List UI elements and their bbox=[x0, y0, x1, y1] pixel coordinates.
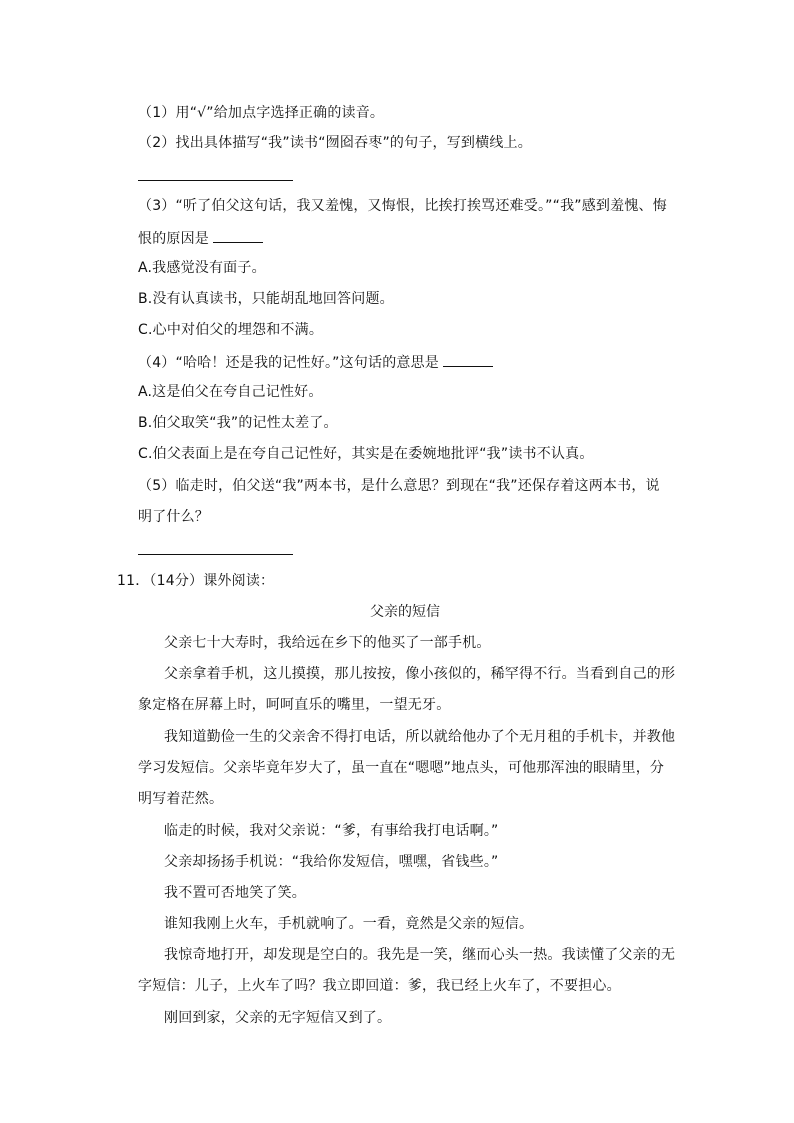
answer-blank-3 bbox=[213, 228, 263, 243]
passage-paragraph: 父亲七十大寿时，我给远在乡下的他买了一部手机。 bbox=[164, 635, 491, 651]
question-2: （2）找出具体描写“我”读书“囫囵吞枣”的句子，写到横线上。 bbox=[138, 135, 532, 151]
section-11-heading: 11．（14分）课外阅读： bbox=[117, 573, 275, 589]
question-5-line-2: 明了什么？ bbox=[138, 509, 209, 525]
passage-paragraph: 字短信：儿子，上火车了吗？我立即回道：爹，我已经上火车了，不要担心。 bbox=[138, 978, 621, 994]
question-3-line-1: （3）“听了伯父这句话，我又羞愧，又悔恨，比挨打挨骂还难受。”“我”感到羞愧、悔 bbox=[138, 198, 667, 214]
passage-paragraph: 明写着茫然。 bbox=[138, 791, 224, 807]
passage-paragraph: 学习发短信。父亲毕竟年岁大了，虽一直在“嗯嗯”地点头，可他那浑浊的眼睛里，分 bbox=[138, 760, 665, 776]
passage-paragraph: 我知道勤俭一生的父亲舍不得打电话，所以就给他办了个无月租的手机卡，并教他 bbox=[164, 729, 676, 745]
question-4-text: （4）“哈哈！还是我的记性好。”这句话的意思是 bbox=[138, 355, 440, 371]
question-4-option-c: C.伯父表面上是在夸自己记性好，其实是在委婉地批评“我”读书不认真。 bbox=[138, 446, 594, 462]
question-3-option-c: C.心中对伯父的埋怨和不满。 bbox=[138, 322, 324, 338]
passage-paragraph: 父亲拿着手机，这儿摸摸，那儿按按，像小孩似的，稀罕得不行。当看到自己的形 bbox=[164, 666, 676, 682]
question-4-option-b: B.伯父取笑“我”的记性太差了。 bbox=[138, 415, 338, 431]
question-3-option-a: A.我感觉没有面子。 bbox=[138, 260, 266, 276]
passage-paragraph: 象定格在屏幕上时，呵呵直乐的嘴里，一望无牙。 bbox=[138, 697, 451, 713]
question-3-line-2 bbox=[138, 228, 263, 248]
answer-line-5 bbox=[138, 554, 293, 555]
answer-blank-4 bbox=[443, 352, 493, 367]
passage-paragraph: 我不置可否地笑了笑。 bbox=[164, 885, 306, 901]
passage-paragraph: 父亲却扬扬手机说：“我给你发短信，嘿嘿，省钱些。” bbox=[164, 854, 499, 870]
question-4-option-a: A.这是伯父在夸自己记性好。 bbox=[138, 384, 323, 400]
passage-title: 父亲的短信 bbox=[370, 604, 440, 620]
question-3-text: 恨的原因是 bbox=[138, 231, 209, 247]
passage-paragraph: 刚回到家，父亲的无字短信又到了。 bbox=[164, 1010, 392, 1026]
question-4 bbox=[138, 352, 493, 372]
answer-line-2 bbox=[138, 180, 293, 181]
question-3-option-b: B.没有认真读书，只能胡乱地回答问题。 bbox=[138, 291, 394, 307]
passage-paragraph: 谁知我刚上火车，手机就响了。一看，竟然是父亲的短信。 bbox=[164, 916, 534, 932]
passage-paragraph: 我惊奇地打开，却发现是空白的。我先是一笑，继而心头一热。我读懂了父亲的无 bbox=[164, 947, 676, 963]
question-5-line-1: （5）临走时，伯父送“我”两本书，是什么意思？到现在“我”还保存着这两本书，说 bbox=[138, 478, 660, 494]
passage-paragraph: 临走的时候，我对父亲说：“爹，有事给我打电话啊。” bbox=[164, 823, 499, 839]
question-1: （1）用“√”给加点字选择正确的读音。 bbox=[138, 105, 385, 121]
